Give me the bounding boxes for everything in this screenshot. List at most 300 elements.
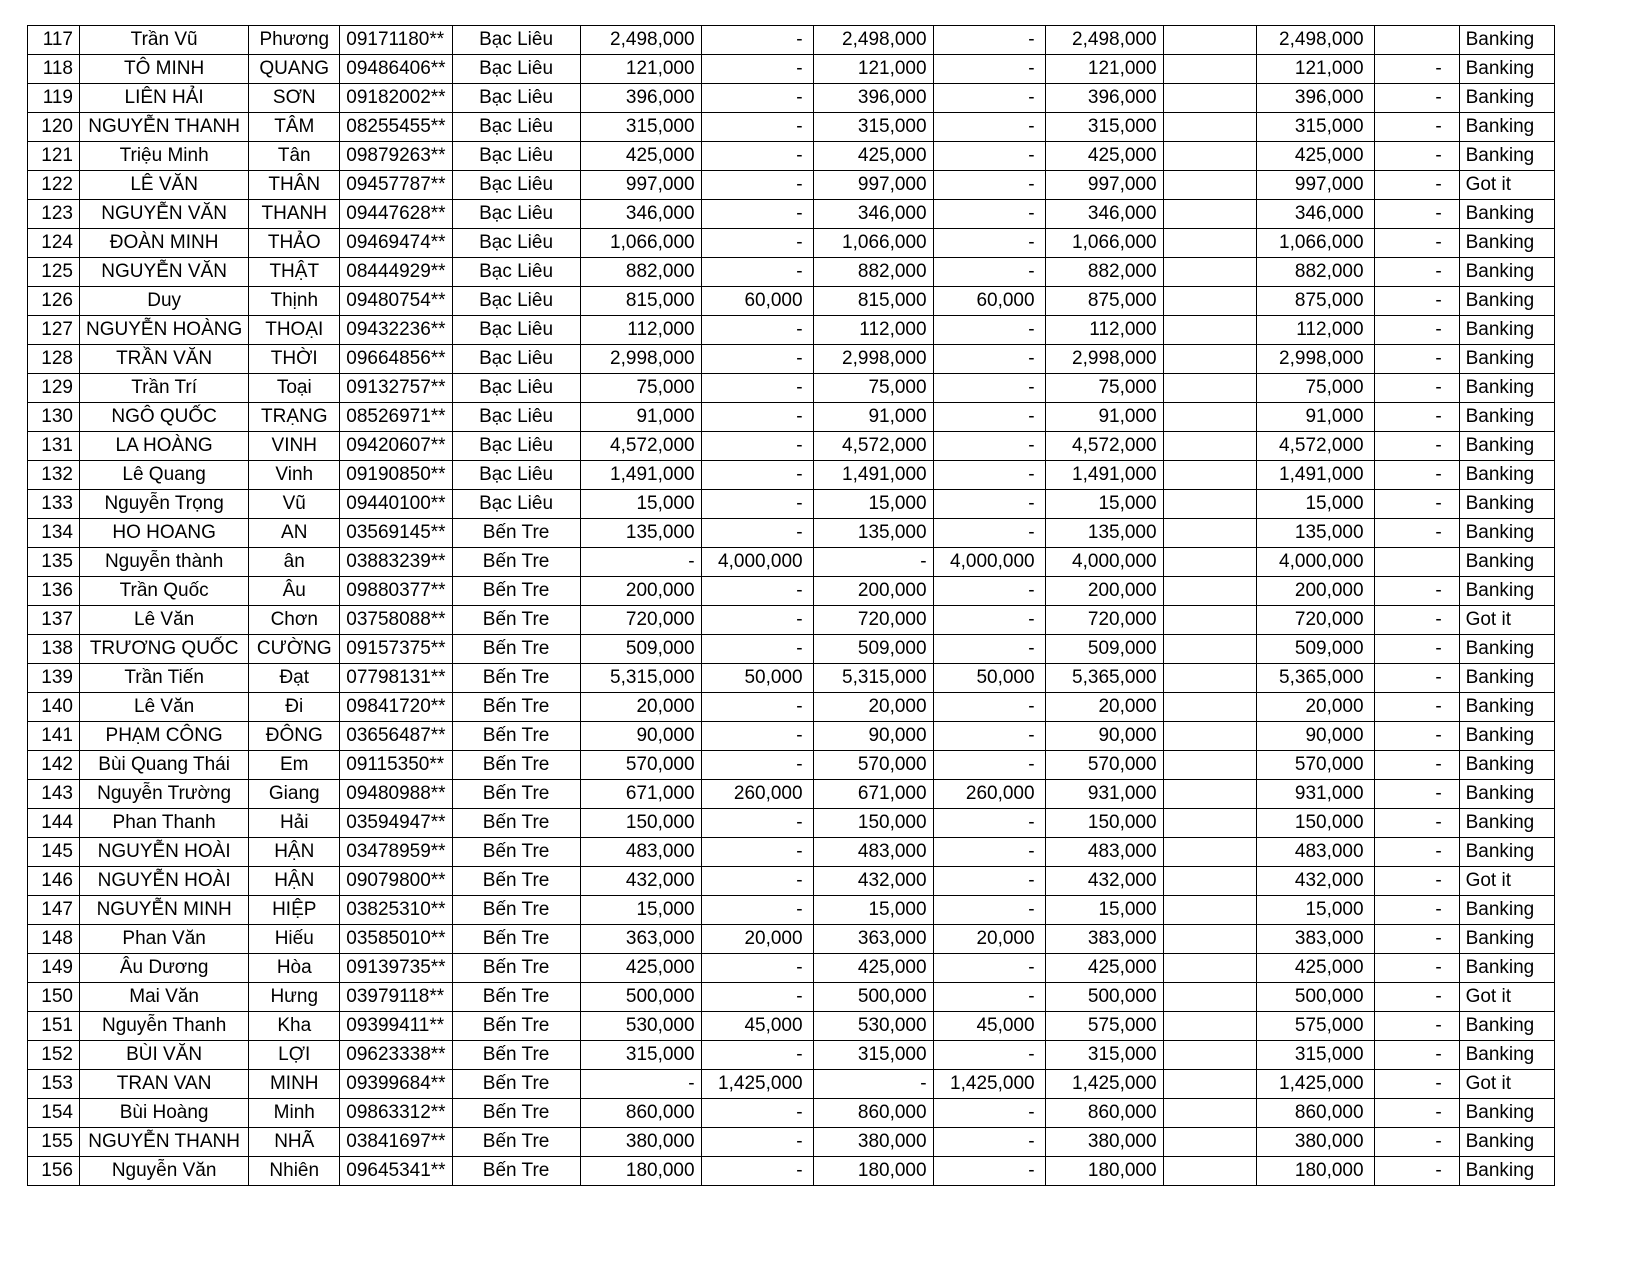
table-row (28, 751, 1555, 780)
cell-phone: 07798131** (340, 664, 452, 693)
cell-amount-a: 112,000 (580, 316, 701, 345)
cell-status: Banking (1459, 432, 1554, 461)
cell-amount-d: - (933, 983, 1045, 1012)
cell-amount-paid: 875,000 (1256, 287, 1374, 316)
cell-status: Got it (1459, 606, 1554, 635)
cell-amount-total: 5,365,000 (1045, 664, 1163, 693)
cell-amount-b: - (701, 867, 813, 896)
cell-amount-remaining: - (1374, 751, 1459, 780)
cell-amount-remaining: - (1374, 635, 1459, 664)
cell-amount-d: - (933, 229, 1045, 258)
cell-first-name: THỜI (249, 345, 340, 374)
cell-amount-paid: 150,000 (1256, 809, 1374, 838)
cell-amount-f (1163, 142, 1256, 171)
cell-province: Bến Tre (452, 954, 580, 983)
cell-amount-remaining: - (1374, 519, 1459, 548)
cell-amount-b: 260,000 (701, 780, 813, 809)
cell-first-name: VINH (249, 432, 340, 461)
cell-amount-c: 380,000 (813, 1128, 933, 1157)
cell-amount-a: 432,000 (580, 867, 701, 896)
cell-amount-a: 860,000 (580, 1099, 701, 1128)
cell-amount-d: - (933, 693, 1045, 722)
cell-last-name: NGUYỄN HOÀNG (80, 316, 249, 345)
cell-province: Bến Tre (452, 1070, 580, 1099)
table-row (28, 432, 1555, 461)
cell-amount-total: 315,000 (1045, 113, 1163, 142)
cell-phone: 09115350** (340, 751, 452, 780)
cell-amount-a: 396,000 (580, 84, 701, 113)
cell-amount-b: - (701, 983, 813, 1012)
table-row (28, 809, 1555, 838)
cell-last-name: Phan Văn (80, 925, 249, 954)
cell-last-name: Nguyễn thành (80, 548, 249, 577)
table-row (28, 983, 1555, 1012)
cell-row-number: 129 (28, 374, 80, 403)
cell-amount-remaining: - (1374, 258, 1459, 287)
cell-amount-total: 4,000,000 (1045, 548, 1163, 577)
cell-first-name: LỢI (249, 1041, 340, 1070)
cell-amount-c: 1,066,000 (813, 229, 933, 258)
cell-status: Banking (1459, 403, 1554, 432)
cell-phone: 08526971** (340, 403, 452, 432)
cell-row-number: 119 (28, 84, 80, 113)
cell-amount-b: - (701, 1041, 813, 1070)
cell-last-name: Lê Văn (80, 693, 249, 722)
cell-amount-d: - (933, 1099, 1045, 1128)
cell-phone: 03585010** (340, 925, 452, 954)
cell-row-number: 147 (28, 896, 80, 925)
cell-first-name: Giang (249, 780, 340, 809)
cell-amount-c: 500,000 (813, 983, 933, 1012)
cell-status: Banking (1459, 1012, 1554, 1041)
cell-province: Bến Tre (452, 838, 580, 867)
cell-amount-paid: 1,491,000 (1256, 461, 1374, 490)
cell-amount-paid: 509,000 (1256, 635, 1374, 664)
cell-amount-b: - (701, 432, 813, 461)
cell-amount-total: 1,491,000 (1045, 461, 1163, 490)
cell-province: Bạc Liêu (452, 200, 580, 229)
cell-amount-f (1163, 1012, 1256, 1041)
cell-first-name: ĐÔNG (249, 722, 340, 751)
cell-amount-b: - (701, 461, 813, 490)
cell-province: Bạc Liêu (452, 258, 580, 287)
table-row (28, 925, 1555, 954)
cell-last-name: NGUYỄN HOÀI (80, 838, 249, 867)
cell-amount-remaining: - (1374, 113, 1459, 142)
cell-amount-a: 530,000 (580, 1012, 701, 1041)
cell-first-name: Toại (249, 374, 340, 403)
cell-row-number: 125 (28, 258, 80, 287)
cell-amount-a: 315,000 (580, 1041, 701, 1070)
cell-amount-b: - (701, 954, 813, 983)
cell-amount-c: 671,000 (813, 780, 933, 809)
cell-amount-total: 20,000 (1045, 693, 1163, 722)
cell-amount-b: - (701, 722, 813, 751)
cell-phone: 09399411** (340, 1012, 452, 1041)
cell-amount-c: 315,000 (813, 113, 933, 142)
cell-row-number: 138 (28, 635, 80, 664)
cell-province: Bến Tre (452, 519, 580, 548)
cell-row-number: 128 (28, 345, 80, 374)
cell-last-name: Duy (80, 287, 249, 316)
cell-first-name: Em (249, 751, 340, 780)
table-row (28, 142, 1555, 171)
cell-amount-a: 997,000 (580, 171, 701, 200)
cell-amount-remaining: - (1374, 896, 1459, 925)
cell-last-name: Mai Văn (80, 983, 249, 1012)
cell-amount-d: - (933, 403, 1045, 432)
cell-amount-remaining (1374, 548, 1459, 577)
cell-amount-a: 500,000 (580, 983, 701, 1012)
cell-amount-d: - (933, 345, 1045, 374)
cell-last-name: Trần Quốc (80, 577, 249, 606)
cell-first-name: MINH (249, 1070, 340, 1099)
cell-last-name: Nguyễn Thanh (80, 1012, 249, 1041)
cell-row-number: 131 (28, 432, 80, 461)
cell-amount-remaining: - (1374, 1099, 1459, 1128)
cell-amount-d: 50,000 (933, 664, 1045, 693)
table-row (28, 461, 1555, 490)
cell-amount-paid: 200,000 (1256, 577, 1374, 606)
cell-phone: 09440100** (340, 490, 452, 519)
cell-amount-total: 135,000 (1045, 519, 1163, 548)
cell-amount-remaining: - (1374, 780, 1459, 809)
cell-phone: 09171180** (340, 26, 452, 55)
cell-phone: 09139735** (340, 954, 452, 983)
cell-amount-c: 425,000 (813, 142, 933, 171)
table-row (28, 519, 1555, 548)
cell-last-name: Bùi Hoàng (80, 1099, 249, 1128)
cell-province: Bến Tre (452, 635, 580, 664)
cell-amount-b: - (701, 113, 813, 142)
cell-amount-remaining: - (1374, 316, 1459, 345)
cell-phone: 03569145** (340, 519, 452, 548)
cell-phone: 09469474** (340, 229, 452, 258)
cell-amount-d: - (933, 490, 1045, 519)
cell-province: Bạc Liêu (452, 432, 580, 461)
cell-phone: 03594947** (340, 809, 452, 838)
cell-first-name: ân (249, 548, 340, 577)
cell-amount-c: 483,000 (813, 838, 933, 867)
cell-amount-a: - (580, 1070, 701, 1099)
cell-amount-b: - (701, 374, 813, 403)
cell-amount-remaining: - (1374, 490, 1459, 519)
cell-row-number: 137 (28, 606, 80, 635)
cell-status: Banking (1459, 751, 1554, 780)
cell-last-name: LÊ VĂN (80, 171, 249, 200)
cell-phone: 08444929** (340, 258, 452, 287)
cell-phone: 03979118** (340, 983, 452, 1012)
cell-amount-a: 2,998,000 (580, 345, 701, 374)
cell-amount-f (1163, 954, 1256, 983)
cell-last-name: Trần Trí (80, 374, 249, 403)
cell-amount-f (1163, 722, 1256, 751)
cell-amount-b: - (701, 896, 813, 925)
cell-amount-c: - (813, 548, 933, 577)
cell-amount-f (1163, 345, 1256, 374)
cell-amount-paid: 500,000 (1256, 983, 1374, 1012)
cell-amount-paid: 15,000 (1256, 490, 1374, 519)
cell-amount-a: 425,000 (580, 142, 701, 171)
cell-last-name: NGUYỄN THANH (80, 113, 249, 142)
cell-amount-f (1163, 1128, 1256, 1157)
cell-province: Bạc Liêu (452, 287, 580, 316)
cell-amount-d: - (933, 635, 1045, 664)
cell-amount-remaining: - (1374, 606, 1459, 635)
cell-amount-d: - (933, 55, 1045, 84)
cell-last-name: NGUYỄN HOÀI (80, 867, 249, 896)
cell-last-name: Triệu Minh (80, 142, 249, 171)
cell-amount-d: - (933, 722, 1045, 751)
cell-status: Banking (1459, 1157, 1554, 1186)
cell-amount-d: - (933, 113, 1045, 142)
cell-province: Bạc Liêu (452, 374, 580, 403)
cell-amount-total: 570,000 (1045, 751, 1163, 780)
cell-amount-f (1163, 664, 1256, 693)
cell-amount-paid: 882,000 (1256, 258, 1374, 287)
cell-amount-remaining: - (1374, 432, 1459, 461)
cell-amount-total: 425,000 (1045, 954, 1163, 983)
cell-amount-paid: 380,000 (1256, 1128, 1374, 1157)
cell-amount-paid: 931,000 (1256, 780, 1374, 809)
table-row (28, 722, 1555, 751)
cell-amount-b: - (701, 171, 813, 200)
cell-status: Banking (1459, 26, 1554, 55)
cell-amount-remaining: - (1374, 577, 1459, 606)
cell-phone: 03883239** (340, 548, 452, 577)
cell-row-number: 142 (28, 751, 80, 780)
cell-amount-remaining: - (1374, 867, 1459, 896)
cell-province: Bến Tre (452, 1012, 580, 1041)
cell-amount-a: 90,000 (580, 722, 701, 751)
cell-last-name: NGUYỄN VĂN (80, 258, 249, 287)
cell-amount-f (1163, 693, 1256, 722)
cell-amount-total: 4,572,000 (1045, 432, 1163, 461)
cell-amount-b: - (701, 403, 813, 432)
cell-phone: 09432236** (340, 316, 452, 345)
cell-amount-c: 509,000 (813, 635, 933, 664)
cell-amount-f (1163, 490, 1256, 519)
cell-status: Banking (1459, 577, 1554, 606)
cell-last-name: Trần Tiến (80, 664, 249, 693)
cell-amount-paid: 4,000,000 (1256, 548, 1374, 577)
cell-amount-f (1163, 316, 1256, 345)
cell-amount-b: 45,000 (701, 1012, 813, 1041)
cell-row-number: 140 (28, 693, 80, 722)
cell-amount-f (1163, 577, 1256, 606)
cell-amount-remaining: - (1374, 229, 1459, 258)
cell-amount-remaining: - (1374, 345, 1459, 374)
cell-amount-total: 509,000 (1045, 635, 1163, 664)
cell-amount-f (1163, 1099, 1256, 1128)
cell-amount-a: 346,000 (580, 200, 701, 229)
cell-row-number: 148 (28, 925, 80, 954)
cell-last-name: HO HOANG (80, 519, 249, 548)
cell-province: Bạc Liêu (452, 316, 580, 345)
cell-first-name: HIỆP (249, 896, 340, 925)
table-row (28, 1099, 1555, 1128)
cell-amount-f (1163, 26, 1256, 55)
cell-status: Banking (1459, 490, 1554, 519)
cell-amount-d: - (933, 316, 1045, 345)
cell-amount-b: - (701, 809, 813, 838)
cell-amount-b: - (701, 26, 813, 55)
cell-row-number: 139 (28, 664, 80, 693)
cell-amount-d: 260,000 (933, 780, 1045, 809)
cell-amount-a: 135,000 (580, 519, 701, 548)
cell-first-name: Phương (249, 26, 340, 55)
cell-row-number: 153 (28, 1070, 80, 1099)
cell-last-name: ĐOÀN MINH (80, 229, 249, 258)
cell-amount-total: 860,000 (1045, 1099, 1163, 1128)
cell-amount-paid: 121,000 (1256, 55, 1374, 84)
cell-amount-b: - (701, 258, 813, 287)
cell-amount-b: - (701, 1128, 813, 1157)
cell-amount-c: 15,000 (813, 896, 933, 925)
cell-first-name: THÂN (249, 171, 340, 200)
cell-row-number: 151 (28, 1012, 80, 1041)
cell-first-name: Chơn (249, 606, 340, 635)
cell-amount-d: - (933, 84, 1045, 113)
cell-last-name: Lê Văn (80, 606, 249, 635)
cell-province: Bến Tre (452, 722, 580, 751)
cell-amount-remaining: - (1374, 954, 1459, 983)
table-row (28, 1012, 1555, 1041)
table-row (28, 954, 1555, 983)
cell-amount-d: - (933, 577, 1045, 606)
cell-amount-remaining: - (1374, 84, 1459, 113)
cell-last-name: Phan Thanh (80, 809, 249, 838)
cell-amount-d: - (933, 838, 1045, 867)
cell-amount-paid: 112,000 (1256, 316, 1374, 345)
cell-amount-remaining: - (1374, 1041, 1459, 1070)
cell-amount-d: - (933, 519, 1045, 548)
cell-amount-total: 432,000 (1045, 867, 1163, 896)
cell-amount-d: - (933, 374, 1045, 403)
cell-first-name: TRẠNG (249, 403, 340, 432)
cell-status: Banking (1459, 925, 1554, 954)
cell-amount-paid: 720,000 (1256, 606, 1374, 635)
cell-amount-b: 60,000 (701, 287, 813, 316)
cell-phone: 03841697** (340, 1128, 452, 1157)
cell-province: Bến Tre (452, 548, 580, 577)
cell-amount-total: 200,000 (1045, 577, 1163, 606)
cell-amount-c: 2,498,000 (813, 26, 933, 55)
table-row (28, 838, 1555, 867)
cell-amount-f (1163, 635, 1256, 664)
cell-status: Banking (1459, 548, 1554, 577)
cell-amount-c: 150,000 (813, 809, 933, 838)
cell-amount-f (1163, 925, 1256, 954)
cell-province: Bến Tre (452, 606, 580, 635)
cell-phone: 09132757** (340, 374, 452, 403)
cell-row-number: 145 (28, 838, 80, 867)
cell-amount-d: - (933, 142, 1045, 171)
cell-amount-remaining: - (1374, 374, 1459, 403)
cell-amount-remaining: - (1374, 809, 1459, 838)
cell-province: Bến Tre (452, 1128, 580, 1157)
cell-province: Bến Tre (452, 925, 580, 954)
cell-amount-total: 2,998,000 (1045, 345, 1163, 374)
cell-amount-d: - (933, 867, 1045, 896)
cell-amount-paid: 2,998,000 (1256, 345, 1374, 374)
table-row (28, 171, 1555, 200)
cell-row-number: 118 (28, 55, 80, 84)
cell-last-name: PHẠM CÔNG (80, 722, 249, 751)
cell-amount-f (1163, 1157, 1256, 1186)
cell-amount-paid: 997,000 (1256, 171, 1374, 200)
cell-amount-a: 91,000 (580, 403, 701, 432)
cell-amount-f (1163, 200, 1256, 229)
cell-amount-b: - (701, 200, 813, 229)
cell-amount-a: 15,000 (580, 896, 701, 925)
cell-amount-paid: 432,000 (1256, 867, 1374, 896)
cell-amount-c: 200,000 (813, 577, 933, 606)
table-row (28, 345, 1555, 374)
cell-first-name: Đi (249, 693, 340, 722)
cell-amount-f (1163, 896, 1256, 925)
cell-amount-remaining: - (1374, 287, 1459, 316)
cell-amount-a: 5,315,000 (580, 664, 701, 693)
cell-first-name: NHÃ (249, 1128, 340, 1157)
cell-last-name: LIÊN HẢI (80, 84, 249, 113)
table-row (28, 635, 1555, 664)
cell-amount-remaining: - (1374, 1128, 1459, 1157)
cell-amount-total: 383,000 (1045, 925, 1163, 954)
cell-amount-b: - (701, 1157, 813, 1186)
cell-amount-a: 380,000 (580, 1128, 701, 1157)
cell-amount-c: 1,491,000 (813, 461, 933, 490)
cell-amount-paid: 425,000 (1256, 954, 1374, 983)
table-row (28, 55, 1555, 84)
cell-amount-paid: 15,000 (1256, 896, 1374, 925)
cell-amount-a: 570,000 (580, 751, 701, 780)
cell-amount-a: 20,000 (580, 693, 701, 722)
cell-amount-total: 931,000 (1045, 780, 1163, 809)
cell-amount-c: 315,000 (813, 1041, 933, 1070)
cell-amount-f (1163, 1070, 1256, 1099)
cell-row-number: 136 (28, 577, 80, 606)
cell-last-name: Nguyễn Trọng (80, 490, 249, 519)
cell-status: Banking (1459, 664, 1554, 693)
cell-first-name: Minh (249, 1099, 340, 1128)
cell-row-number: 146 (28, 867, 80, 896)
cell-province: Bến Tre (452, 751, 580, 780)
cell-amount-a: 425,000 (580, 954, 701, 983)
cell-province: Bạc Liêu (452, 403, 580, 432)
cell-first-name: CƯỜNG (249, 635, 340, 664)
cell-first-name: Hòa (249, 954, 340, 983)
cell-phone: 09447628** (340, 200, 452, 229)
table-row (28, 258, 1555, 287)
cell-row-number: 133 (28, 490, 80, 519)
cell-amount-paid: 860,000 (1256, 1099, 1374, 1128)
cell-amount-total: 425,000 (1045, 142, 1163, 171)
cell-phone: 03758088** (340, 606, 452, 635)
cell-amount-d: - (933, 200, 1045, 229)
cell-row-number: 122 (28, 171, 80, 200)
cell-amount-a: 720,000 (580, 606, 701, 635)
cell-amount-total: 2,498,000 (1045, 26, 1163, 55)
cell-amount-total: 720,000 (1045, 606, 1163, 635)
cell-amount-remaining: - (1374, 403, 1459, 432)
cell-amount-c: 180,000 (813, 1157, 933, 1186)
table-row (28, 374, 1555, 403)
cell-amount-remaining: - (1374, 200, 1459, 229)
cell-amount-remaining: - (1374, 55, 1459, 84)
cell-phone: 09157375** (340, 635, 452, 664)
cell-amount-c: 121,000 (813, 55, 933, 84)
